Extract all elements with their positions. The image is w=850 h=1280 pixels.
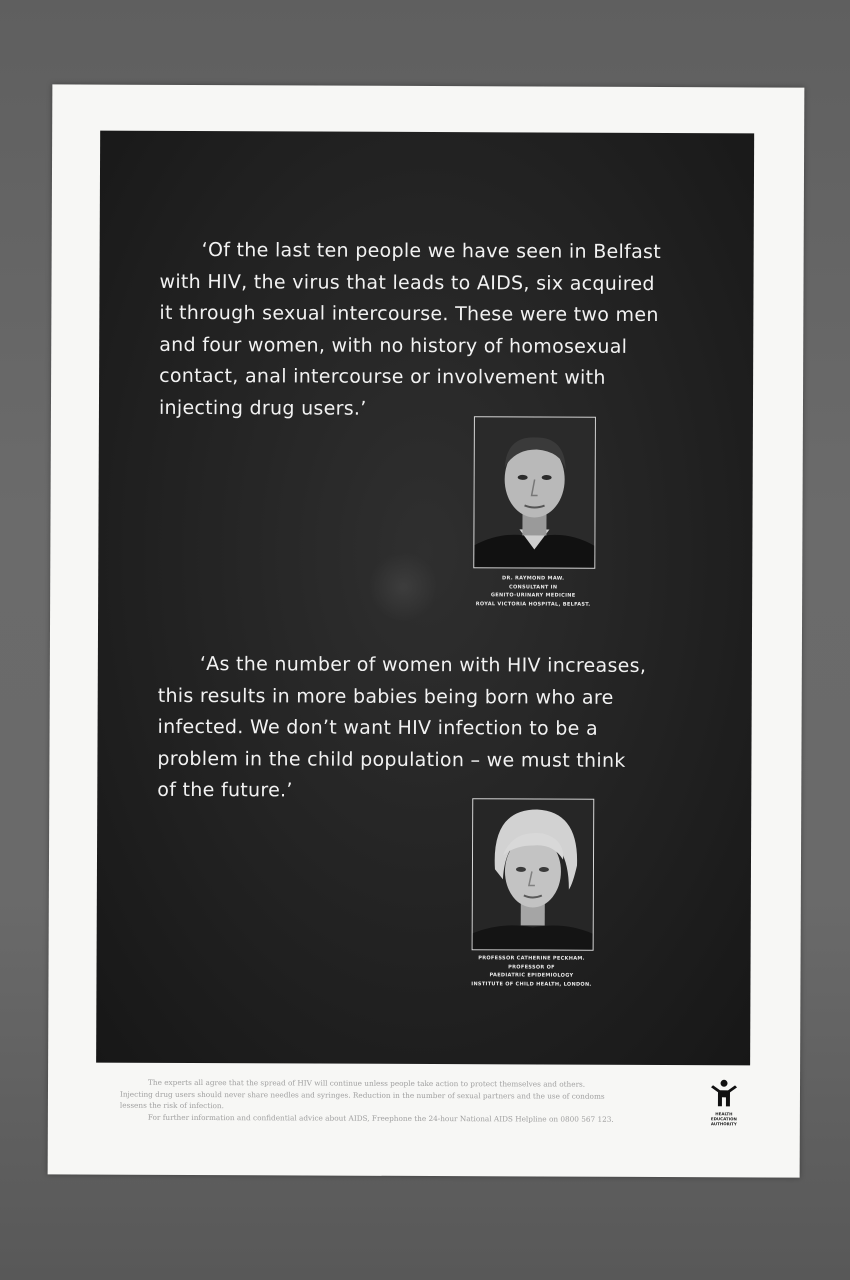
caption-line: PROFESSOR OF bbox=[508, 963, 555, 971]
quote-peckham bbox=[157, 649, 646, 809]
logo-label-line: HEALTH bbox=[715, 1111, 733, 1117]
caption-line: PROFESSOR CATHERINE PECKHAM. bbox=[478, 955, 585, 962]
quote-line: this results in more babies being born who are bbox=[157, 684, 614, 709]
quote-line: infected. We don’t want HIV infection to be a bbox=[157, 715, 598, 740]
caption-raymond-maw bbox=[448, 574, 618, 609]
caption-line: CONSULTANT IN bbox=[509, 583, 558, 591]
camera-reflection bbox=[368, 552, 438, 622]
quote-line: with HIV, the virus that leads to AIDS, six acquired bbox=[159, 270, 655, 295]
poster-sheet bbox=[48, 84, 805, 1177]
portrait-catherine-peckham bbox=[472, 798, 595, 951]
caption-catherine-peckham bbox=[446, 954, 616, 989]
quote-line: ‘Of the last ten people we have seen in Belfast bbox=[201, 239, 662, 264]
caption-line: GENITO-URINARY MEDICINE bbox=[490, 592, 576, 599]
caption-line: PAEDIATRIC EPIDEMIOLOGY bbox=[489, 972, 574, 979]
quote-belfast bbox=[159, 235, 661, 426]
footer-line: lessens the risk of infection. bbox=[119, 1100, 224, 1111]
logo-label-line: EDUCATION bbox=[710, 1116, 737, 1122]
figure-h-logo-icon bbox=[707, 1079, 741, 1107]
black-panel bbox=[96, 131, 754, 1066]
footer-line: For further information and confidential advice about AIDS, Freephone the 24-hour National AIDS Helpline on 0800 567 123. bbox=[147, 1112, 614, 1124]
logo-label-line: AUTHORITY bbox=[710, 1121, 737, 1127]
footer-line: The experts all agree that the spread of HIV will continue unless people take action to protect themselves and others. bbox=[148, 1077, 586, 1089]
quote-line: problem in the child population – we must think bbox=[157, 747, 626, 772]
quote-line: contact, anal intercourse or involvement with bbox=[159, 364, 606, 389]
portrait-raymond-maw bbox=[473, 416, 596, 569]
caption-line: ROYAL VICTORIA HOSPITAL, BELFAST. bbox=[475, 600, 591, 608]
footer-line: Injecting drug users should never share needles and syringes. Reduction in the number of sexual partners and the use of condoms bbox=[119, 1089, 605, 1101]
quote-line: ‘As the number of women with HIV increases, bbox=[199, 653, 647, 677]
health-education-authority-logo bbox=[704, 1079, 744, 1126]
quote-line: of the future.’ bbox=[157, 778, 293, 802]
quote-line: and four women, with no history of homosexual bbox=[159, 333, 628, 358]
quote-line: injecting drug users.’ bbox=[158, 396, 367, 420]
caption-line: INSTITUTE OF CHILD HEALTH, LONDON. bbox=[471, 980, 592, 988]
footer-text bbox=[120, 1077, 705, 1126]
quote-line: it through sexual intercourse. These were two men bbox=[159, 301, 659, 327]
caption-line: DR. RAYMOND MAW. bbox=[502, 575, 565, 582]
